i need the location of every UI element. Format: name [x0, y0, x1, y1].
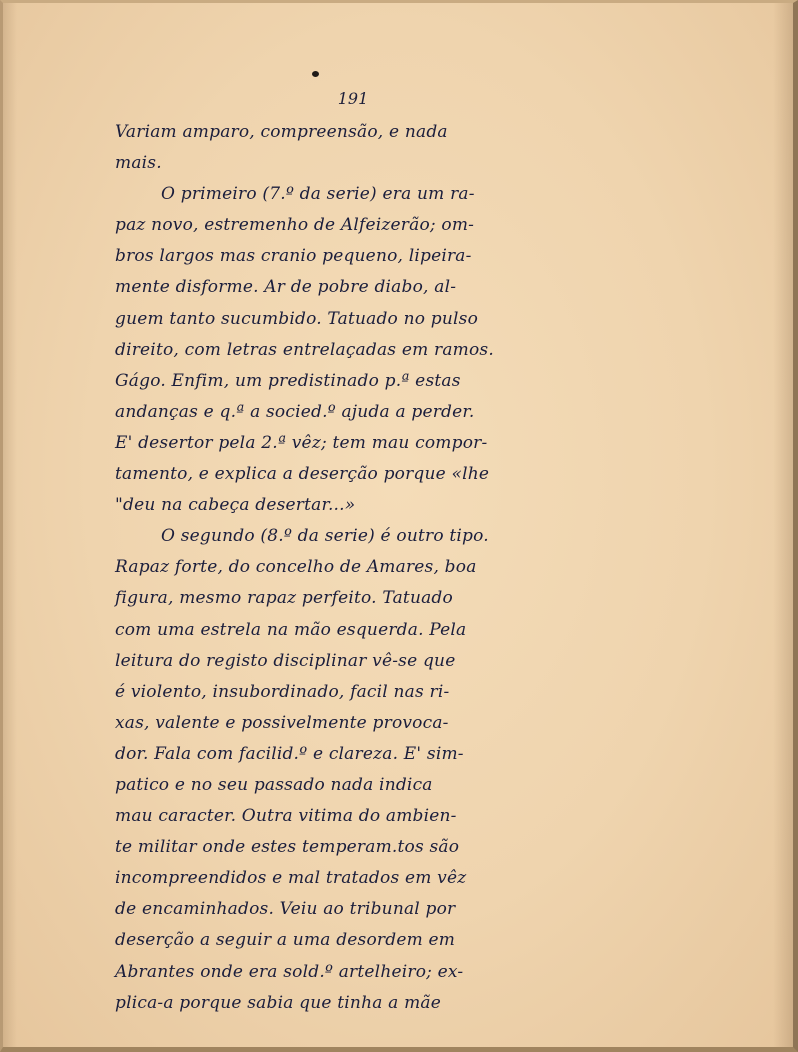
text-line: Abrantes onde era sold.º artelheiro; ex-	[115, 961, 464, 982]
text-line: figura, mesmo rapaz perfeito. Tatuado	[115, 588, 453, 609]
text-line: leitura do registo disciplinar vê-se que	[115, 650, 456, 671]
text-line: "deu na cabeça desertar...»	[115, 495, 356, 516]
text-line: é violento, insubordinado, facil nas ri-	[115, 681, 450, 702]
text-line: O segundo (8.º da serie) é outro tipo.	[161, 526, 489, 547]
text-line: Gágo. Enfim, um predistinado p.ª estas	[115, 370, 461, 391]
text-line: mente disforme. Ar de pobre diabo, al-	[115, 277, 457, 298]
text-line: tamento, e explica a deserção porque «lhe	[115, 464, 490, 485]
text-line: O primeiro (7.º da serie) era um ra-	[161, 184, 475, 205]
text-line: te militar onde estes temperam.tos são	[115, 837, 460, 858]
text-line: xas, valente e possivelmente provoca-	[115, 712, 449, 733]
text-line: andanças e q.ª a socied.º ajuda a perder.	[115, 401, 475, 422]
text-line: incompreendidos e mal tratados em vêz	[115, 868, 467, 889]
text-line: de encaminhados. Veiu ao tribunal por	[115, 899, 456, 920]
text-line: Rapaz forte, do concelho de Amares, boa	[115, 557, 477, 578]
text-line: bros largos mas cranio pequeno, lipeira-	[115, 246, 472, 267]
text-line: deserção a seguir a uma desordem em	[115, 930, 456, 951]
right-edge-shadow	[773, 3, 793, 1047]
text-line: Variam amparo, compreensão, e nada	[115, 122, 448, 142]
text-line: guem tanto sucumbido. Tatuado no pulso	[115, 308, 479, 329]
handwritten-text	[115, 117, 605, 1019]
page-number: 191	[337, 89, 369, 108]
text-line: patico e no seu passado nada indica	[115, 774, 433, 795]
text-line: paz novo, estremenho de Alfeizerão; om-	[115, 215, 475, 236]
text-line: direito, com letras entrelaçadas em ramos.	[115, 339, 494, 360]
text-line: mau caracter. Outra vitima do ambien-	[115, 806, 457, 827]
text-line: com uma estrela na mão esquerda. Pela	[115, 619, 467, 640]
text-line: plica-a porque sabia que tinha a mãe	[115, 992, 442, 1013]
text-line: E' desertor pela 2.ª vêz; tem mau compor-	[115, 432, 488, 453]
left-edge-shadow	[3, 3, 17, 1047]
text-line: mais.	[115, 153, 162, 174]
text-line: dor. Fala com facilid.º e clareza. E' sim-	[115, 743, 464, 764]
ink-dot	[312, 71, 319, 77]
